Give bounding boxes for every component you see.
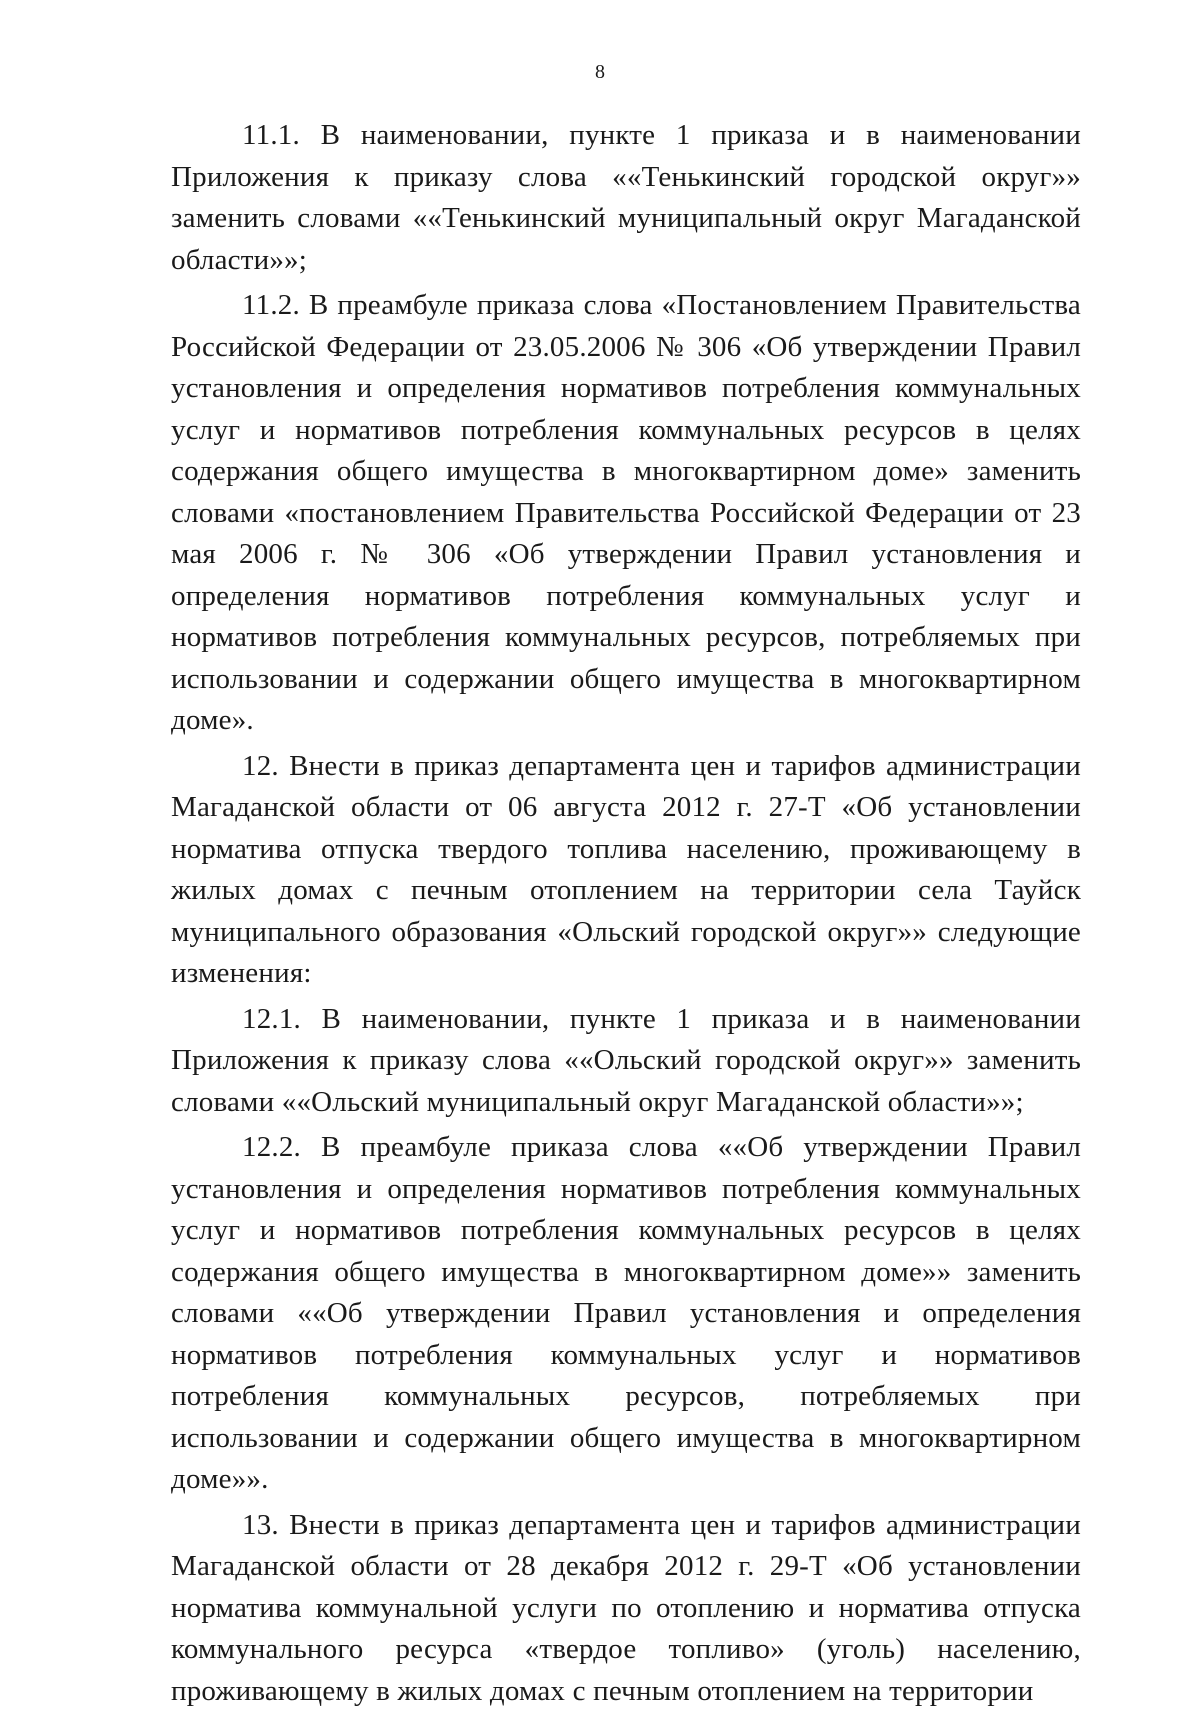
- document-body: [171, 115, 1081, 1712]
- paragraph-12: 12. Внести в приказ департамента цен и тарифов администрации Магаданской области от 06 августа 2012 г. 27-Т «Об установлении норматива отпуска твердого топлива населению, проживающему в жилых домах с печным отоплением на территории села Тауйск муниципального образования «Ольский городской округ»» следующие изменения:: [171, 746, 1081, 995]
- paragraph-13: 13. Внести в приказ департамента цен и тарифов администрации Магаданской области от 28 декабря 2012 г. 29-Т «Об установлении норматива коммунальной услуги по отоплению и норматива отпуска коммунального ресурса «твердое топливо» (уголь) населению, проживающему в жилых домах с печным отоплением на территории: [171, 1505, 1081, 1712]
- paragraph-11-2: 11.2. В преамбуле приказа слова «Постановлением Правительства Российской Федерации от 23.05.2006 № 306 «Об утверждении Правил установления и определения нормативов потребления коммунальных услуг и нормативов потребления коммунальных ресурсов в целях содержания общего имущества в многоквартирном доме» заменить словами «постановлением Правительства Российской Федерации от 23 мая 2006 г. № 306 «Об утверждении Правил установления и определения нормативов потребления коммунальных услуг и нормативов потребления коммунальных ресурсов, потребляемых при использовании и содержании общего имущества в многоквартирном доме».: [171, 285, 1081, 742]
- page-number: 8: [0, 60, 1200, 84]
- paragraph-12-1: 12.1. В наименовании, пункте 1 приказа и в наименовании Приложения к приказу слова ««Ольский городской округ»» заменить словами ««Ольский муниципальный округ Магаданской области»»;: [171, 999, 1081, 1124]
- paragraph-11-1: 11.1. В наименовании, пункте 1 приказа и в наименовании Приложения к приказу слова ««Тенькинский городской округ»» заменить словами ««Тенькинский муниципальный округ Магаданской области»»;: [171, 115, 1081, 281]
- paragraph-12-2: 12.2. В преамбуле приказа слова ««Об утверждении Правил установления и определения нормативов потребления коммунальных услуг и нормативов потребления коммунальных ресурсов в целях содержания общего имущества в многоквартирном доме»» заменить словами ««Об утверждении Правил установления и определения нормативов потребления коммунальных услуг и нормативов потребления коммунальных ресурсов, потребляемых при использовании и содержании общего имущества в многоквартирном доме»».: [171, 1127, 1081, 1501]
